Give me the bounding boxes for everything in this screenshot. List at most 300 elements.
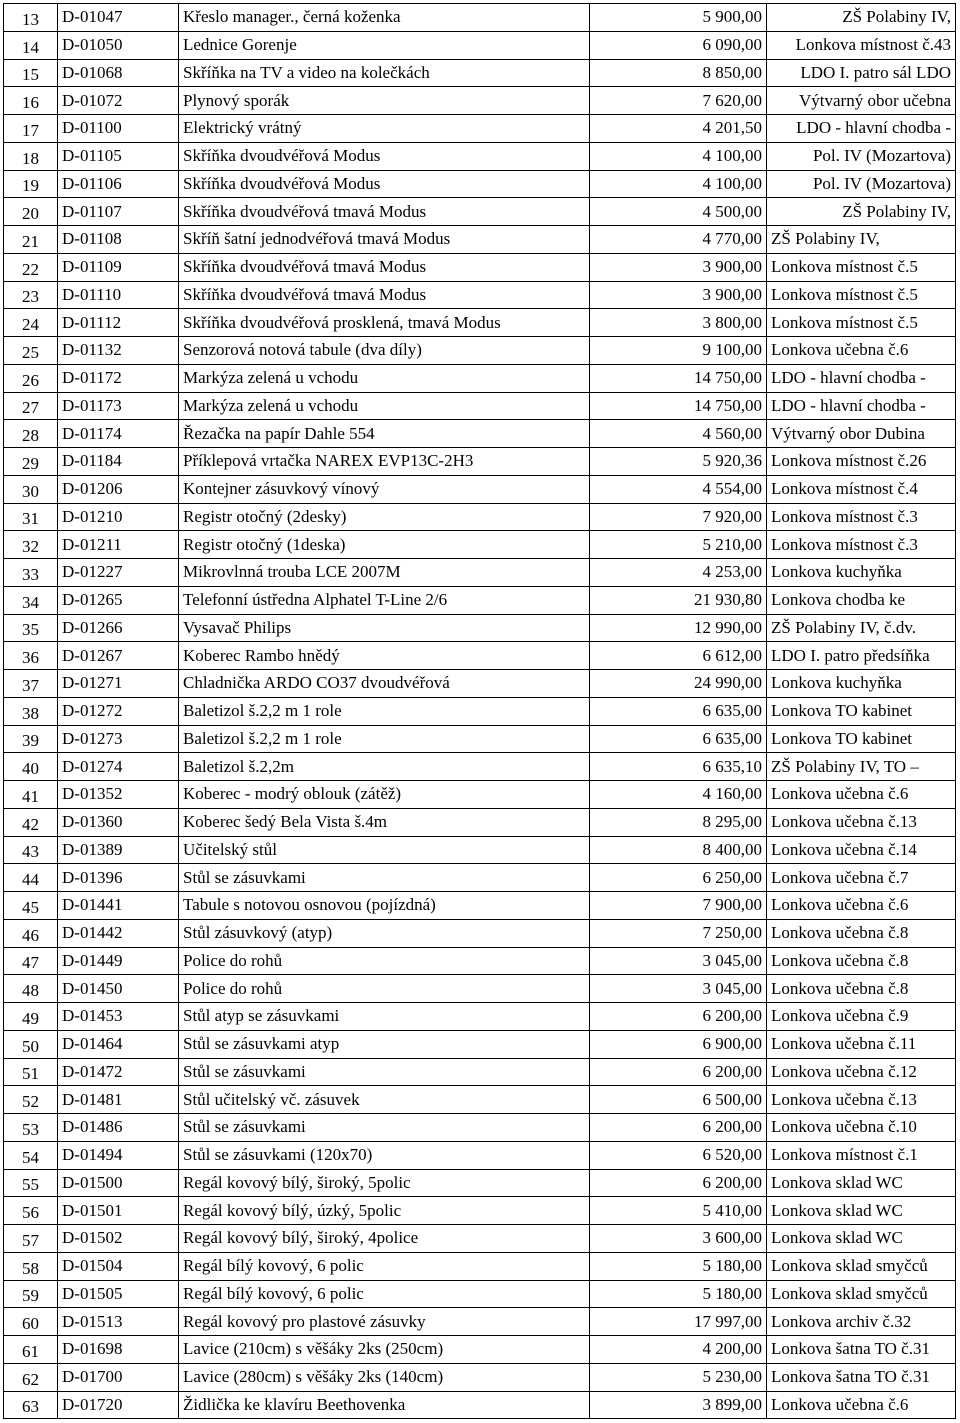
table-row [4, 420, 956, 448]
item-location: Lonkova kuchyňka [767, 559, 956, 587]
row-number: 63 [4, 1391, 58, 1419]
item-code: D-01698 [58, 1336, 179, 1364]
item-price: 4 500,00 [590, 198, 767, 226]
item-code: D-01502 [58, 1225, 179, 1253]
item-location: Lonkova místnost č.5 [767, 281, 956, 309]
item-code: D-01271 [58, 670, 179, 698]
table-row [4, 836, 956, 864]
item-name: Stůl se zásuvkami (120x70) [179, 1141, 590, 1169]
item-name: Skříňka dvoudvéřová prosklená, tmavá Modus [179, 309, 590, 337]
item-price: 8 295,00 [590, 808, 767, 836]
item-location: LDO - hlavní chodba - [767, 364, 956, 392]
item-price: 4 100,00 [590, 142, 767, 170]
item-name: Skříňka dvoudvéřová Modus [179, 142, 590, 170]
item-name: Mikrovlnná trouba LCE 2007M [179, 559, 590, 587]
item-location: Lonkova učebna č.8 [767, 975, 956, 1003]
row-number: 46 [4, 919, 58, 947]
item-name: Příklepová vrtačka NAREX EVP13C-2H3 [179, 448, 590, 476]
item-code: D-01174 [58, 420, 179, 448]
item-name: Učitelský stůl [179, 836, 590, 864]
item-name: Regál bílý kovový, 6 polic [179, 1280, 590, 1308]
row-number: 55 [4, 1169, 58, 1197]
item-name: Řezačka na papír Dahle 554 [179, 420, 590, 448]
item-location: Lonkova sklad WC [767, 1197, 956, 1225]
item-name: Křeslo manager., černá koženka [179, 4, 590, 32]
row-number: 25 [4, 337, 58, 365]
inventory-table-body [4, 4, 956, 1419]
item-code: D-01132 [58, 337, 179, 365]
table-row [4, 864, 956, 892]
item-name: Stůl se zásuvkami [179, 1058, 590, 1086]
item-code: D-01100 [58, 115, 179, 143]
table-row [4, 337, 956, 365]
item-name: Lavice (210cm) s věšáky 2ks (250cm) [179, 1336, 590, 1364]
item-location: Lonkova šatna TO č.31 [767, 1363, 956, 1391]
item-location: ZŠ Polabiny IV, [767, 226, 956, 254]
item-name: Regál kovový bílý, široký, 4police [179, 1225, 590, 1253]
item-code: D-01494 [58, 1141, 179, 1169]
row-number: 60 [4, 1308, 58, 1336]
table-row [4, 670, 956, 698]
table-row [4, 503, 956, 531]
item-name: Regál kovový bílý, široký, 5polic [179, 1169, 590, 1197]
item-price: 4 253,00 [590, 559, 767, 587]
item-name: Elektrický vrátný [179, 115, 590, 143]
table-row [4, 1169, 956, 1197]
row-number: 33 [4, 559, 58, 587]
item-location: Lonkova místnost č.4 [767, 475, 956, 503]
table-row [4, 448, 956, 476]
item-location: Lonkova učebna č.10 [767, 1114, 956, 1142]
item-name: Skříňka dvoudvéřová Modus [179, 170, 590, 198]
item-name: Markýza zelená u vchodu [179, 392, 590, 420]
row-number: 44 [4, 864, 58, 892]
item-name: Regál bílý kovový, 6 polic [179, 1252, 590, 1280]
item-code: D-01449 [58, 947, 179, 975]
item-location: Lonkova TO kabinet [767, 697, 956, 725]
item-name: Stůl atyp se zásuvkami [179, 1003, 590, 1031]
row-number: 30 [4, 475, 58, 503]
item-name: Police do rohů [179, 975, 590, 1003]
item-name: Plynový sporák [179, 87, 590, 115]
row-number: 17 [4, 115, 58, 143]
row-number: 41 [4, 781, 58, 809]
item-code: D-01105 [58, 142, 179, 170]
item-location: Lonkova učebna č.6 [767, 1391, 956, 1419]
item-location: ZŠ Polabiny IV, [767, 198, 956, 226]
row-number: 57 [4, 1225, 58, 1253]
item-location: LDO I. patro předsíňka [767, 642, 956, 670]
item-code: D-01272 [58, 697, 179, 725]
item-location: LDO - hlavní chodba - [767, 115, 956, 143]
item-code: D-01107 [58, 198, 179, 226]
item-location: Lonkova TO kabinet [767, 725, 956, 753]
item-code: D-01072 [58, 87, 179, 115]
item-code: D-01505 [58, 1280, 179, 1308]
item-code: D-01450 [58, 975, 179, 1003]
item-price: 6 200,00 [590, 1169, 767, 1197]
item-location: Lonkova místnost č.5 [767, 309, 956, 337]
item-name: Stůl učitelský vč. zásuvek [179, 1086, 590, 1114]
item-location: Lonkova místnost č.3 [767, 531, 956, 559]
row-number: 59 [4, 1280, 58, 1308]
row-number: 27 [4, 392, 58, 420]
item-code: D-01068 [58, 59, 179, 87]
table-row [4, 59, 956, 87]
item-price: 5 180,00 [590, 1280, 767, 1308]
item-price: 6 250,00 [590, 864, 767, 892]
item-code: D-01047 [58, 4, 179, 32]
table-row [4, 697, 956, 725]
row-number: 29 [4, 448, 58, 476]
item-price: 9 100,00 [590, 337, 767, 365]
item-name: Koberec Rambo hnědý [179, 642, 590, 670]
item-code: D-01500 [58, 1169, 179, 1197]
item-code: D-01441 [58, 892, 179, 920]
item-name: Regál kovový bílý, úzký, 5polic [179, 1197, 590, 1225]
table-row [4, 1030, 956, 1058]
table-row [4, 1114, 956, 1142]
item-code: D-01106 [58, 170, 179, 198]
table-row [4, 142, 956, 170]
item-price: 5 920,36 [590, 448, 767, 476]
item-code: D-01396 [58, 864, 179, 892]
item-location: Lonkova učebna č.12 [767, 1058, 956, 1086]
table-row [4, 4, 956, 32]
row-number: 28 [4, 420, 58, 448]
item-location: Lonkova učebna č.7 [767, 864, 956, 892]
table-row [4, 753, 956, 781]
item-code: D-01112 [58, 309, 179, 337]
item-code: D-01389 [58, 836, 179, 864]
item-location: Lonkova učebna č.6 [767, 781, 956, 809]
item-location: Lonkova učebna č.13 [767, 808, 956, 836]
item-name: Baletizol š.2,2 m 1 role [179, 697, 590, 725]
item-code: D-01110 [58, 281, 179, 309]
item-price: 4 100,00 [590, 170, 767, 198]
item-price: 8 850,00 [590, 59, 767, 87]
row-number: 48 [4, 975, 58, 1003]
item-code: D-01274 [58, 753, 179, 781]
item-price: 7 900,00 [590, 892, 767, 920]
table-row [4, 1197, 956, 1225]
item-price: 6 500,00 [590, 1086, 767, 1114]
inventory-table [3, 3, 956, 1419]
item-name: Stůl se zásuvkami atyp [179, 1030, 590, 1058]
item-name: Markýza zelená u vchodu [179, 364, 590, 392]
item-price: 14 750,00 [590, 364, 767, 392]
item-price: 6 900,00 [590, 1030, 767, 1058]
item-location: Lonkova chodba ke [767, 586, 956, 614]
table-row [4, 1141, 956, 1169]
item-name: Registr otočný (1deska) [179, 531, 590, 559]
item-location: Lonkova učebna č.13 [767, 1086, 956, 1114]
row-number: 42 [4, 808, 58, 836]
item-code: D-01273 [58, 725, 179, 753]
item-name: Chladnička ARDO CO37 dvoudvéřová [179, 670, 590, 698]
item-location: Lonkova učebna č.6 [767, 337, 956, 365]
item-price: 6 200,00 [590, 1058, 767, 1086]
item-location: Lonkova učebna č.8 [767, 947, 956, 975]
table-row [4, 281, 956, 309]
item-name: Telefonní ústředna Alphatel T-Line 2/6 [179, 586, 590, 614]
row-number: 52 [4, 1086, 58, 1114]
item-location: Lonkova místnost č.1 [767, 1141, 956, 1169]
item-code: D-01486 [58, 1114, 179, 1142]
item-price: 3 900,00 [590, 253, 767, 281]
item-price: 3 899,00 [590, 1391, 767, 1419]
table-row [4, 586, 956, 614]
item-location: ZŠ Polabiny IV, č.dv. [767, 614, 956, 642]
row-number: 14 [4, 31, 58, 59]
row-number: 49 [4, 1003, 58, 1031]
item-name: Kontejner zásuvkový vínový [179, 475, 590, 503]
row-number: 56 [4, 1197, 58, 1225]
item-code: D-01184 [58, 448, 179, 476]
row-number: 53 [4, 1114, 58, 1142]
item-name: Židlička ke klavíru Beethovenka [179, 1391, 590, 1419]
row-number: 13 [4, 4, 58, 32]
item-location: Výtvarný obor učebna [767, 87, 956, 115]
table-row [4, 1086, 956, 1114]
table-row [4, 309, 956, 337]
row-number: 31 [4, 503, 58, 531]
item-price: 6 200,00 [590, 1003, 767, 1031]
item-code: D-01109 [58, 253, 179, 281]
item-price: 4 200,00 [590, 1336, 767, 1364]
item-price: 6 635,10 [590, 753, 767, 781]
table-row [4, 1336, 956, 1364]
item-price: 5 900,00 [590, 4, 767, 32]
item-location: Lonkova učebna č.9 [767, 1003, 956, 1031]
item-location: Lonkova sklad smyčců [767, 1280, 956, 1308]
item-location: Lonkova místnost č.26 [767, 448, 956, 476]
row-number: 50 [4, 1030, 58, 1058]
table-row [4, 725, 956, 753]
row-number: 19 [4, 170, 58, 198]
item-price: 6 090,00 [590, 31, 767, 59]
table-row [4, 1058, 956, 1086]
item-location: Lonkova šatna TO č.31 [767, 1336, 956, 1364]
item-location: Lonkova učebna č.6 [767, 892, 956, 920]
table-row [4, 1391, 956, 1419]
row-number: 18 [4, 142, 58, 170]
item-code: D-01108 [58, 226, 179, 254]
item-code: D-01206 [58, 475, 179, 503]
item-code: D-01720 [58, 1391, 179, 1419]
item-name: Skříňka dvoudvéřová tmavá Modus [179, 281, 590, 309]
table-row [4, 1252, 956, 1280]
item-price: 21 930,80 [590, 586, 767, 614]
item-location: Lonkova kuchyňka [767, 670, 956, 698]
row-number: 37 [4, 670, 58, 698]
item-location: LDO - hlavní chodba - [767, 392, 956, 420]
item-code: D-01266 [58, 614, 179, 642]
item-code: D-01472 [58, 1058, 179, 1086]
item-code: D-01227 [58, 559, 179, 587]
item-location: Pol. IV (Mozartova) [767, 142, 956, 170]
item-location: Lonkova sklad WC [767, 1169, 956, 1197]
row-number: 20 [4, 198, 58, 226]
item-location: Lonkova učebna č.11 [767, 1030, 956, 1058]
item-location: ZŠ Polabiny IV, [767, 4, 956, 32]
item-code: D-01172 [58, 364, 179, 392]
table-row [4, 115, 956, 143]
item-name: Baletizol š.2,2 m 1 role [179, 725, 590, 753]
item-name: Skříň šatní jednodvéřová tmavá Modus [179, 226, 590, 254]
table-row [4, 919, 956, 947]
item-price: 6 635,00 [590, 697, 767, 725]
table-row [4, 198, 956, 226]
item-price: 8 400,00 [590, 836, 767, 864]
item-name: Skříňka na TV a video na kolečkách [179, 59, 590, 87]
table-row [4, 531, 956, 559]
item-price: 7 620,00 [590, 87, 767, 115]
item-code: D-01050 [58, 31, 179, 59]
item-price: 4 201,50 [590, 115, 767, 143]
item-location: Výtvarný obor Dubina [767, 420, 956, 448]
item-price: 4 770,00 [590, 226, 767, 254]
item-code: D-01210 [58, 503, 179, 531]
item-code: D-01267 [58, 642, 179, 670]
table-row [4, 892, 956, 920]
table-row [4, 364, 956, 392]
row-number: 36 [4, 642, 58, 670]
table-row [4, 253, 956, 281]
item-price: 6 200,00 [590, 1114, 767, 1142]
item-price: 3 045,00 [590, 947, 767, 975]
item-name: Lavice (280cm) s věšáky 2ks (140cm) [179, 1363, 590, 1391]
item-price: 3 900,00 [590, 281, 767, 309]
item-location: Pol. IV (Mozartova) [767, 170, 956, 198]
table-row [4, 614, 956, 642]
item-price: 14 750,00 [590, 392, 767, 420]
item-name: Tabule s notovou osnovou (pojízdná) [179, 892, 590, 920]
item-price: 7 250,00 [590, 919, 767, 947]
table-row [4, 31, 956, 59]
item-code: D-01360 [58, 808, 179, 836]
item-price: 5 180,00 [590, 1252, 767, 1280]
row-number: 22 [4, 253, 58, 281]
table-row [4, 781, 956, 809]
item-price: 17 997,00 [590, 1308, 767, 1336]
table-row [4, 642, 956, 670]
table-row [4, 559, 956, 587]
item-price: 3 800,00 [590, 309, 767, 337]
item-name: Skříňka dvoudvéřová tmavá Modus [179, 198, 590, 226]
table-row [4, 392, 956, 420]
item-name: Baletizol š.2,2m [179, 753, 590, 781]
row-number: 61 [4, 1336, 58, 1364]
row-number: 23 [4, 281, 58, 309]
item-code: D-01265 [58, 586, 179, 614]
item-name: Stůl se zásuvkami [179, 1114, 590, 1142]
item-code: D-01504 [58, 1252, 179, 1280]
row-number: 40 [4, 753, 58, 781]
table-row [4, 170, 956, 198]
row-number: 38 [4, 697, 58, 725]
item-code: D-01700 [58, 1363, 179, 1391]
item-name: Vysavač Philips [179, 614, 590, 642]
table-row [4, 475, 956, 503]
item-name: Senzorová notová tabule (dva díly) [179, 337, 590, 365]
row-number: 21 [4, 226, 58, 254]
table-row [4, 226, 956, 254]
item-location: Lonkova sklad WC [767, 1225, 956, 1253]
item-location: Lonkova sklad smyčců [767, 1252, 956, 1280]
row-number: 54 [4, 1141, 58, 1169]
table-row [4, 975, 956, 1003]
item-name: Regál kovový pro plastové zásuvky [179, 1308, 590, 1336]
row-number: 26 [4, 364, 58, 392]
table-row [4, 1003, 956, 1031]
row-number: 35 [4, 614, 58, 642]
item-code: D-01352 [58, 781, 179, 809]
row-number: 43 [4, 836, 58, 864]
item-price: 4 554,00 [590, 475, 767, 503]
row-number: 39 [4, 725, 58, 753]
item-price: 3 045,00 [590, 975, 767, 1003]
item-name: Stůl se zásuvkami [179, 864, 590, 892]
table-row [4, 1225, 956, 1253]
item-location: ZŠ Polabiny IV, TO – [767, 753, 956, 781]
item-name: Koberec šedý Bela Vista š.4m [179, 808, 590, 836]
item-code: D-01501 [58, 1197, 179, 1225]
row-number: 58 [4, 1252, 58, 1280]
row-number: 51 [4, 1058, 58, 1086]
item-code: D-01453 [58, 1003, 179, 1031]
item-code: D-01464 [58, 1030, 179, 1058]
item-price: 5 410,00 [590, 1197, 767, 1225]
item-code: D-01481 [58, 1086, 179, 1114]
item-location: Lonkova učebna č.14 [767, 836, 956, 864]
item-price: 6 520,00 [590, 1141, 767, 1169]
table-row [4, 87, 956, 115]
item-price: 6 612,00 [590, 642, 767, 670]
row-number: 45 [4, 892, 58, 920]
item-name: Police do rohů [179, 947, 590, 975]
row-number: 32 [4, 531, 58, 559]
item-price: 5 210,00 [590, 531, 767, 559]
row-number: 15 [4, 59, 58, 87]
table-row [4, 1280, 956, 1308]
item-code: D-01513 [58, 1308, 179, 1336]
row-number: 16 [4, 87, 58, 115]
item-location: Lonkova místnost č.5 [767, 253, 956, 281]
item-name: Skříňka dvoudvéřová tmavá Modus [179, 253, 590, 281]
item-location: Lonkova místnost č.43 [767, 31, 956, 59]
item-code: D-01211 [58, 531, 179, 559]
item-location: LDO I. patro sál LDO [767, 59, 956, 87]
item-price: 3 600,00 [590, 1225, 767, 1253]
item-price: 24 990,00 [590, 670, 767, 698]
table-row [4, 1308, 956, 1336]
item-name: Lednice Gorenje [179, 31, 590, 59]
item-name: Koberec - modrý oblouk (zátěž) [179, 781, 590, 809]
item-location: Lonkova učebna č.8 [767, 919, 956, 947]
row-number: 24 [4, 309, 58, 337]
item-price: 12 990,00 [590, 614, 767, 642]
item-price: 4 560,00 [590, 420, 767, 448]
item-name: Stůl zásuvkový (atyp) [179, 919, 590, 947]
item-code: D-01173 [58, 392, 179, 420]
row-number: 34 [4, 586, 58, 614]
table-row [4, 947, 956, 975]
row-number: 62 [4, 1363, 58, 1391]
item-price: 4 160,00 [590, 781, 767, 809]
table-row [4, 1363, 956, 1391]
table-row [4, 808, 956, 836]
